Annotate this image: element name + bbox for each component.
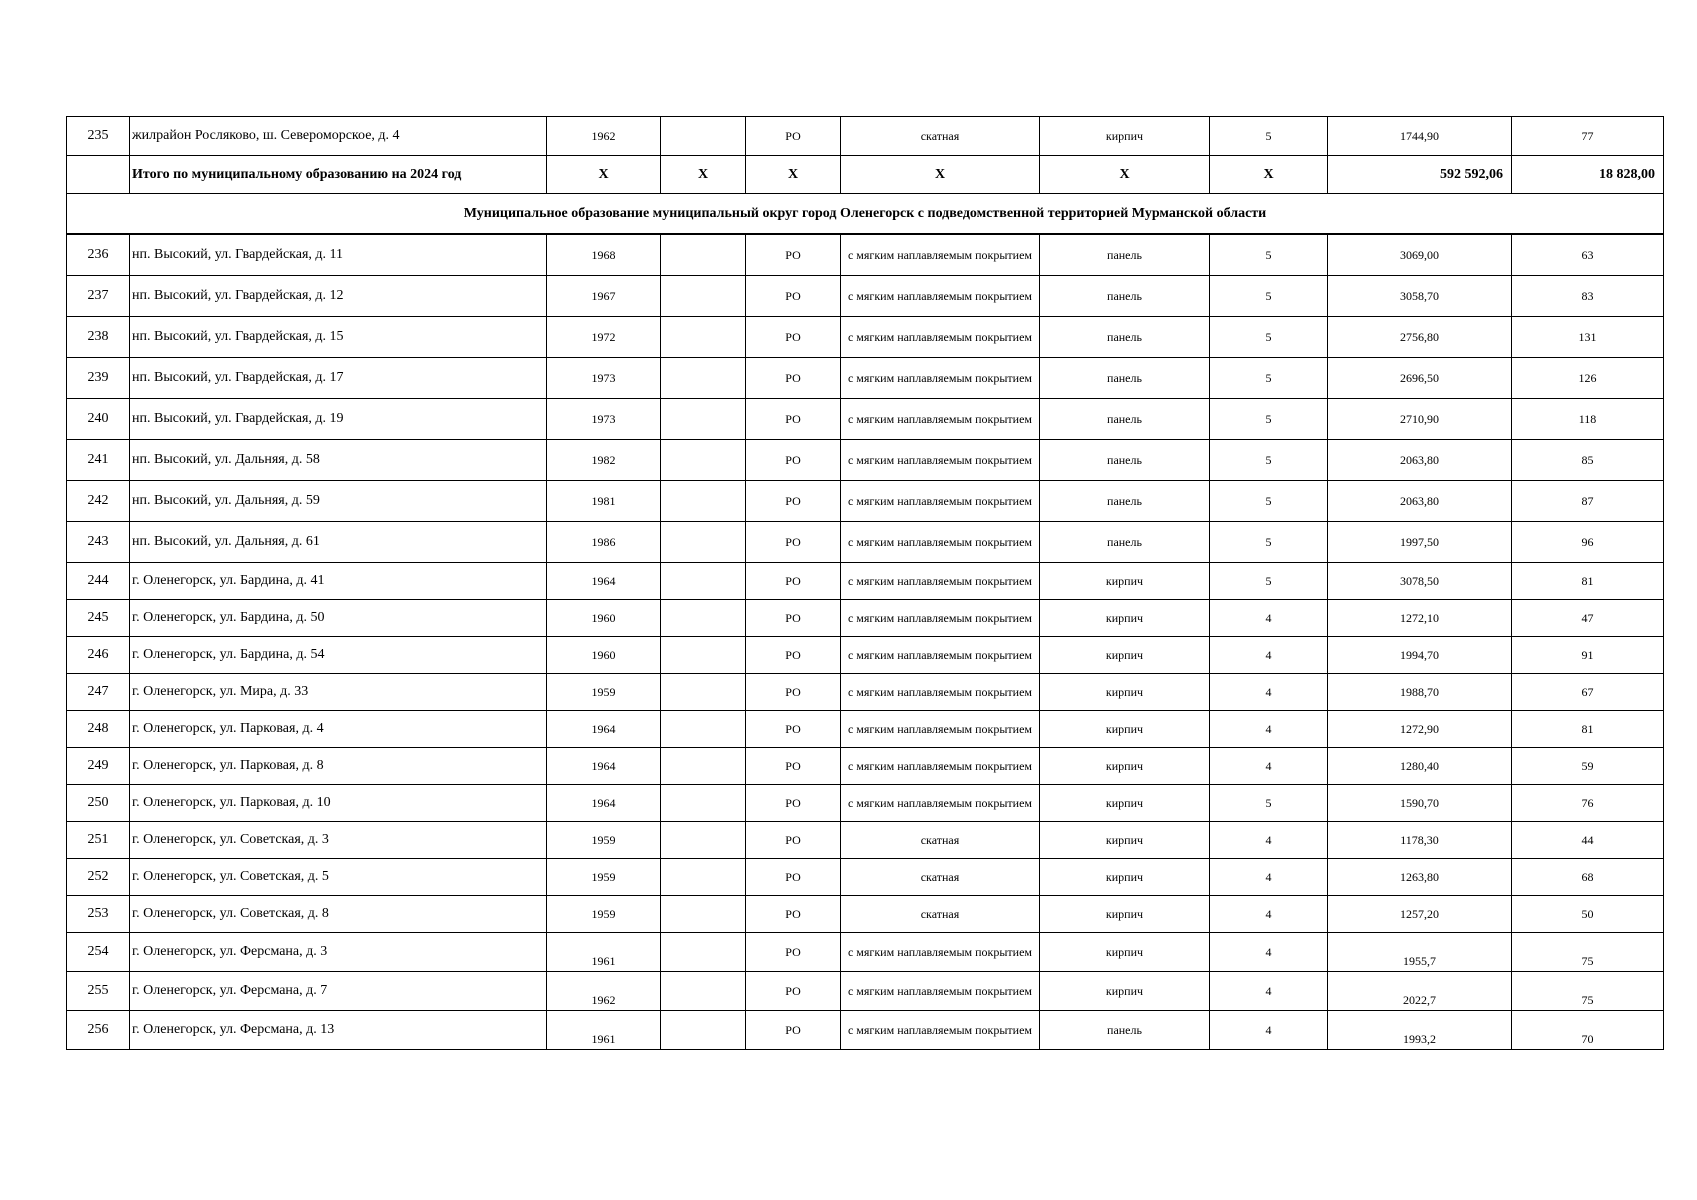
address-cell: г. Оленегорск, ул. Советская, д. 8 <box>130 896 547 933</box>
type-cell: РО <box>746 1011 841 1050</box>
floors-cell: 4 <box>1210 822 1328 859</box>
table-row <box>67 1011 1664 1050</box>
row-number: 237 <box>67 276 130 317</box>
type-cell: РО <box>746 358 841 399</box>
floors-cell: 5 <box>1210 276 1328 317</box>
wall-material-cell: кирпич <box>1040 711 1210 748</box>
year-cell: 1960 <box>547 600 661 637</box>
floors-cell: 5 <box>1210 440 1328 481</box>
type-cell: РО <box>746 317 841 358</box>
year-cell: 1973 <box>547 358 661 399</box>
total-label: Итого по муниципальному образованию на 2024 год <box>130 156 547 194</box>
area-cell: 1590,70 <box>1328 785 1512 822</box>
wall-material-cell: кирпич <box>1040 117 1210 156</box>
area-cell: 2710,90 <box>1328 399 1512 440</box>
area-cell: 1280,40 <box>1328 748 1512 785</box>
row-number: 244 <box>67 563 130 600</box>
empty-cell <box>661 563 746 600</box>
table-row <box>67 399 1664 440</box>
total-row <box>67 156 1664 194</box>
row-number: 250 <box>67 785 130 822</box>
wall-material-cell: кирпич <box>1040 822 1210 859</box>
residents-cell: 131 <box>1512 317 1664 358</box>
residents-cell: 75 <box>1512 933 1664 972</box>
residents-cell: 87 <box>1512 481 1664 522</box>
address-cell: нп. Высокий, ул. Гвардейская, д. 17 <box>130 358 547 399</box>
residents-cell: 68 <box>1512 859 1664 896</box>
area-cell: 2063,80 <box>1328 481 1512 522</box>
total-x-cell: Х <box>746 156 841 194</box>
type-cell: РО <box>746 822 841 859</box>
row-number: 254 <box>67 933 130 972</box>
empty-cell <box>661 822 746 859</box>
table-row <box>67 358 1664 399</box>
housing-table <box>66 116 1664 1050</box>
total-residents: 18 828,00 <box>1512 156 1664 194</box>
type-cell: РО <box>746 748 841 785</box>
area-cell: 1997,50 <box>1328 522 1512 563</box>
roof-cell: с мягким наплавляемым покрытием <box>841 933 1040 972</box>
address-cell: жилрайон Росляково, ш. Североморское, д. 4 <box>130 117 547 156</box>
floors-cell: 5 <box>1210 481 1328 522</box>
table-row <box>67 563 1664 600</box>
empty-cell <box>661 711 746 748</box>
roof-cell: с мягким наплавляемым покрытием <box>841 711 1040 748</box>
roof-cell: с мягким наплавляемым покрытием <box>841 440 1040 481</box>
row-number: 256 <box>67 1011 130 1050</box>
area-cell: 1993,2 <box>1328 1011 1512 1050</box>
empty-cell <box>661 234 746 276</box>
table-row <box>67 933 1664 972</box>
type-cell: РО <box>746 859 841 896</box>
total-x-cell: Х <box>547 156 661 194</box>
row-number: 255 <box>67 972 130 1011</box>
row-number: 253 <box>67 896 130 933</box>
roof-cell: с мягким наплавляемым покрытием <box>841 637 1040 674</box>
empty-cell <box>661 674 746 711</box>
table-row <box>67 972 1664 1011</box>
year-cell: 1972 <box>547 317 661 358</box>
address-cell: нп. Высокий, ул. Гвардейская, д. 19 <box>130 399 547 440</box>
residents-cell: 91 <box>1512 637 1664 674</box>
area-cell: 2022,7 <box>1328 972 1512 1011</box>
address-cell: г. Оленегорск, ул. Советская, д. 3 <box>130 822 547 859</box>
area-cell: 1988,70 <box>1328 674 1512 711</box>
wall-material-cell: кирпич <box>1040 674 1210 711</box>
year-cell: 1967 <box>547 276 661 317</box>
year-cell: 1959 <box>547 859 661 896</box>
total-x-cell: Х <box>1040 156 1210 194</box>
roof-cell: с мягким наплавляемым покрытием <box>841 1011 1040 1050</box>
residents-cell: 44 <box>1512 822 1664 859</box>
type-cell: РО <box>746 637 841 674</box>
row-number: 238 <box>67 317 130 358</box>
residents-cell: 63 <box>1512 234 1664 276</box>
floors-cell: 4 <box>1210 859 1328 896</box>
residents-cell: 118 <box>1512 399 1664 440</box>
empty-cell <box>661 522 746 563</box>
empty-cell <box>661 1011 746 1050</box>
roof-cell: скатная <box>841 822 1040 859</box>
type-cell: РО <box>746 117 841 156</box>
area-cell: 1272,10 <box>1328 600 1512 637</box>
roof-cell: скатная <box>841 896 1040 933</box>
table-row <box>67 481 1664 522</box>
table-row <box>67 748 1664 785</box>
empty-cell <box>661 440 746 481</box>
total-x-cell: Х <box>661 156 746 194</box>
row-number: 248 <box>67 711 130 748</box>
area-cell: 1955,7 <box>1328 933 1512 972</box>
wall-material-cell: кирпич <box>1040 972 1210 1011</box>
roof-cell: скатная <box>841 117 1040 156</box>
wall-material-cell: кирпич <box>1040 600 1210 637</box>
address-cell: нп. Высокий, ул. Дальняя, д. 58 <box>130 440 547 481</box>
type-cell: РО <box>746 563 841 600</box>
year-cell: 1964 <box>547 748 661 785</box>
residents-cell: 85 <box>1512 440 1664 481</box>
floors-cell: 5 <box>1210 522 1328 563</box>
roof-cell: с мягким наплавляемым покрытием <box>841 234 1040 276</box>
area-cell: 2063,80 <box>1328 440 1512 481</box>
wall-material-cell: панель <box>1040 1011 1210 1050</box>
table-row <box>67 276 1664 317</box>
address-cell: нп. Высокий, ул. Дальняя, д. 59 <box>130 481 547 522</box>
empty-cell <box>661 896 746 933</box>
address-cell: г. Оленегорск, ул. Ферсмана, д. 13 <box>130 1011 547 1050</box>
type-cell: РО <box>746 785 841 822</box>
roof-cell: с мягким наплавляемым покрытием <box>841 674 1040 711</box>
area-cell: 1178,30 <box>1328 822 1512 859</box>
year-cell: 1964 <box>547 711 661 748</box>
roof-cell: с мягким наплавляемым покрытием <box>841 972 1040 1011</box>
area-cell: 3078,50 <box>1328 563 1512 600</box>
row-number: 239 <box>67 358 130 399</box>
table-row <box>67 117 1664 156</box>
empty-cell <box>67 156 130 194</box>
empty-cell <box>661 117 746 156</box>
empty-cell <box>661 933 746 972</box>
wall-material-cell: панель <box>1040 440 1210 481</box>
section-row <box>67 194 1664 235</box>
address-cell: г. Оленегорск, ул. Парковая, д. 10 <box>130 785 547 822</box>
empty-cell <box>661 600 746 637</box>
floors-cell: 5 <box>1210 399 1328 440</box>
year-cell: 1959 <box>547 674 661 711</box>
table-row <box>67 317 1664 358</box>
row-number: 240 <box>67 399 130 440</box>
total-area: 592 592,06 <box>1328 156 1512 194</box>
year-cell: 1959 <box>547 822 661 859</box>
residents-cell: 81 <box>1512 563 1664 600</box>
empty-cell <box>661 276 746 317</box>
row-number: 246 <box>67 637 130 674</box>
year-cell: 1964 <box>547 785 661 822</box>
empty-cell <box>661 748 746 785</box>
address-cell: г. Оленегорск, ул. Парковая, д. 4 <box>130 711 547 748</box>
address-cell: нп. Высокий, ул. Дальняя, д. 61 <box>130 522 547 563</box>
row-number: 243 <box>67 522 130 563</box>
floors-cell: 4 <box>1210 600 1328 637</box>
floors-cell: 5 <box>1210 358 1328 399</box>
wall-material-cell: кирпич <box>1040 637 1210 674</box>
type-cell: РО <box>746 972 841 1011</box>
table-row <box>67 896 1664 933</box>
year-cell: 1986 <box>547 522 661 563</box>
type-cell: РО <box>746 600 841 637</box>
residents-cell: 75 <box>1512 972 1664 1011</box>
roof-cell: с мягким наплавляемым покрытием <box>841 358 1040 399</box>
residents-cell: 59 <box>1512 748 1664 785</box>
address-cell: г. Оленегорск, ул. Бардина, д. 41 <box>130 563 547 600</box>
address-cell: г. Оленегорск, ул. Бардина, д. 54 <box>130 637 547 674</box>
address-cell: г. Оленегорск, ул. Ферсмана, д. 3 <box>130 933 547 972</box>
table-row <box>67 711 1664 748</box>
floors-cell: 4 <box>1210 1011 1328 1050</box>
year-cell: 1960 <box>547 637 661 674</box>
address-cell: г. Оленегорск, ул. Бардина, д. 50 <box>130 600 547 637</box>
type-cell: РО <box>746 399 841 440</box>
row-number: 245 <box>67 600 130 637</box>
roof-cell: с мягким наплавляемым покрытием <box>841 748 1040 785</box>
type-cell: РО <box>746 674 841 711</box>
residents-cell: 126 <box>1512 358 1664 399</box>
year-cell: 1968 <box>547 234 661 276</box>
area-cell: 1257,20 <box>1328 896 1512 933</box>
address-cell: нп. Высокий, ул. Гвардейская, д. 15 <box>130 317 547 358</box>
empty-cell <box>661 785 746 822</box>
wall-material-cell: панель <box>1040 234 1210 276</box>
area-cell: 3069,00 <box>1328 234 1512 276</box>
roof-cell: с мягким наплавляемым покрытием <box>841 522 1040 563</box>
residents-cell: 67 <box>1512 674 1664 711</box>
wall-material-cell: панель <box>1040 481 1210 522</box>
type-cell: РО <box>746 440 841 481</box>
residents-cell: 83 <box>1512 276 1664 317</box>
floors-cell: 4 <box>1210 933 1328 972</box>
roof-cell: с мягким наплавляемым покрытием <box>841 785 1040 822</box>
wall-material-cell: панель <box>1040 522 1210 563</box>
year-cell: 1959 <box>547 896 661 933</box>
housing-register-sheet <box>66 116 1663 1050</box>
area-cell: 2696,50 <box>1328 358 1512 399</box>
residents-cell: 76 <box>1512 785 1664 822</box>
row-number: 242 <box>67 481 130 522</box>
area-cell: 1263,80 <box>1328 859 1512 896</box>
total-x-cell: Х <box>841 156 1040 194</box>
row-number: 252 <box>67 859 130 896</box>
address-cell: нп. Высокий, ул. Гвардейская, д. 12 <box>130 276 547 317</box>
year-cell: 1973 <box>547 399 661 440</box>
wall-material-cell: кирпич <box>1040 563 1210 600</box>
type-cell: РО <box>746 234 841 276</box>
floors-cell: 5 <box>1210 317 1328 358</box>
address-cell: г. Оленегорск, ул. Ферсмана, д. 7 <box>130 972 547 1011</box>
area-cell: 1272,90 <box>1328 711 1512 748</box>
residents-cell: 70 <box>1512 1011 1664 1050</box>
wall-material-cell: панель <box>1040 276 1210 317</box>
total-x-cell: Х <box>1210 156 1328 194</box>
roof-cell: с мягким наплавляемым покрытием <box>841 600 1040 637</box>
roof-cell: с мягким наплавляемым покрытием <box>841 563 1040 600</box>
table-row <box>67 674 1664 711</box>
wall-material-cell: кирпич <box>1040 748 1210 785</box>
wall-material-cell: кирпич <box>1040 859 1210 896</box>
wall-material-cell: панель <box>1040 317 1210 358</box>
residents-cell: 47 <box>1512 600 1664 637</box>
empty-cell <box>661 859 746 896</box>
wall-material-cell: панель <box>1040 399 1210 440</box>
row-number: 249 <box>67 748 130 785</box>
floors-cell: 4 <box>1210 748 1328 785</box>
section-title: Муниципальное образование муниципальный округ город Оленегорск с подведомственной территорией Мурманской области <box>67 194 1664 235</box>
type-cell: РО <box>746 711 841 748</box>
year-cell: 1964 <box>547 563 661 600</box>
residents-cell: 96 <box>1512 522 1664 563</box>
year-cell: 1962 <box>547 117 661 156</box>
empty-cell <box>661 972 746 1011</box>
type-cell: РО <box>746 522 841 563</box>
floors-cell: 4 <box>1210 711 1328 748</box>
year-cell: 1961 <box>547 1011 661 1050</box>
year-cell: 1962 <box>547 972 661 1011</box>
floors-cell: 4 <box>1210 674 1328 711</box>
empty-cell <box>661 358 746 399</box>
area-cell: 2756,80 <box>1328 317 1512 358</box>
floors-cell: 5 <box>1210 563 1328 600</box>
type-cell: РО <box>746 481 841 522</box>
address-cell: г. Оленегорск, ул. Парковая, д. 8 <box>130 748 547 785</box>
address-cell: нп. Высокий, ул. Гвардейская, д. 11 <box>130 234 547 276</box>
row-number: 247 <box>67 674 130 711</box>
wall-material-cell: кирпич <box>1040 896 1210 933</box>
type-cell: РО <box>746 933 841 972</box>
address-cell: г. Оленегорск, ул. Советская, д. 5 <box>130 859 547 896</box>
row-number: 236 <box>67 234 130 276</box>
empty-cell <box>661 317 746 358</box>
year-cell: 1981 <box>547 481 661 522</box>
area-cell: 1744,90 <box>1328 117 1512 156</box>
table-row <box>67 440 1664 481</box>
type-cell: РО <box>746 896 841 933</box>
wall-material-cell: кирпич <box>1040 933 1210 972</box>
empty-cell <box>661 481 746 522</box>
empty-cell <box>661 637 746 674</box>
table-row <box>67 522 1664 563</box>
residents-cell: 77 <box>1512 117 1664 156</box>
roof-cell: с мягким наплавляемым покрытием <box>841 399 1040 440</box>
roof-cell: скатная <box>841 859 1040 896</box>
address-cell: г. Оленегорск, ул. Мира, д. 33 <box>130 674 547 711</box>
type-cell: РО <box>746 276 841 317</box>
year-cell: 1961 <box>547 933 661 972</box>
floors-cell: 4 <box>1210 896 1328 933</box>
roof-cell: с мягким наплавляемым покрытием <box>841 481 1040 522</box>
table-row <box>67 859 1664 896</box>
area-cell: 3058,70 <box>1328 276 1512 317</box>
table-row <box>67 234 1664 276</box>
floors-cell: 4 <box>1210 972 1328 1011</box>
residents-cell: 81 <box>1512 711 1664 748</box>
table-row <box>67 637 1664 674</box>
empty-cell <box>661 399 746 440</box>
roof-cell: с мягким наплавляемым покрытием <box>841 276 1040 317</box>
wall-material-cell: кирпич <box>1040 785 1210 822</box>
floors-cell: 5 <box>1210 117 1328 156</box>
row-number: 235 <box>67 117 130 156</box>
floors-cell: 5 <box>1210 785 1328 822</box>
table-row <box>67 822 1664 859</box>
floors-cell: 5 <box>1210 234 1328 276</box>
row-number: 241 <box>67 440 130 481</box>
residents-cell: 50 <box>1512 896 1664 933</box>
wall-material-cell: панель <box>1040 358 1210 399</box>
year-cell: 1982 <box>547 440 661 481</box>
area-cell: 1994,70 <box>1328 637 1512 674</box>
roof-cell: с мягким наплавляемым покрытием <box>841 317 1040 358</box>
table-row <box>67 600 1664 637</box>
table-row <box>67 785 1664 822</box>
floors-cell: 4 <box>1210 637 1328 674</box>
row-number: 251 <box>67 822 130 859</box>
